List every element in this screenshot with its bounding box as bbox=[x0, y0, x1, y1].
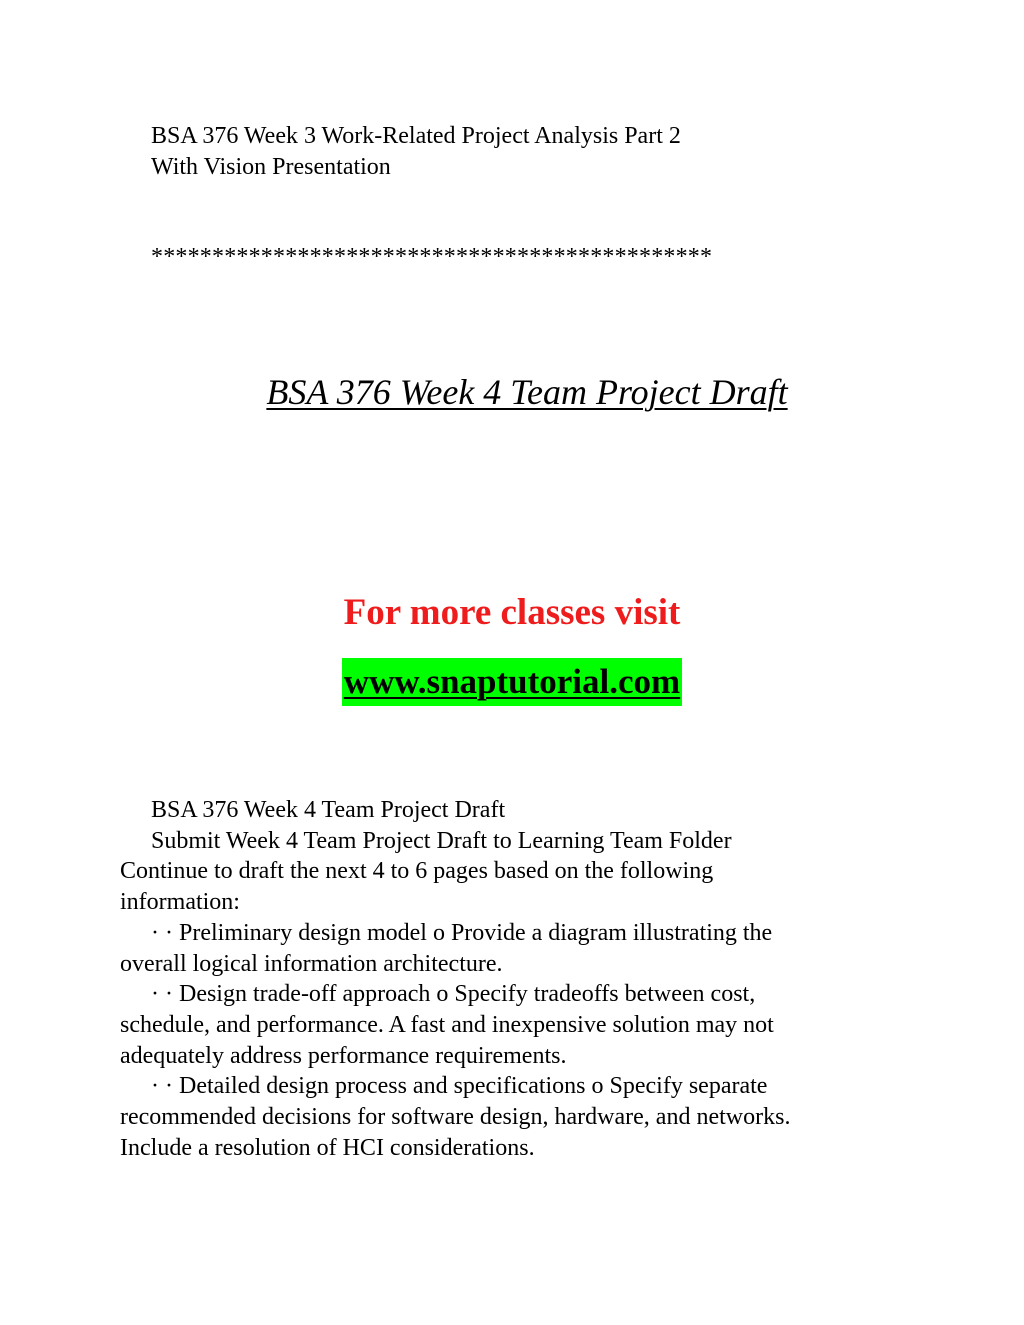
bullet-item-line: Include a resolution of HCI considerations. bbox=[120, 1134, 535, 1161]
bullet-item-line: · · Preliminary design model o Provide a diagram illustrating the bbox=[151, 919, 773, 946]
description-intro-line: Continue to draft the next 4 to 6 pages based on the following bbox=[120, 858, 714, 885]
previous-item-title bbox=[151, 121, 911, 183]
bullet-item-line: recommended decisions for software design, hardware, and networks. bbox=[120, 1104, 791, 1131]
previous-item-line-1: BSA 376 Week 3 Work-Related Project Analysis Part 2 bbox=[151, 123, 681, 149]
page-title: BSA 376 Week 4 Team Project Draft bbox=[266, 372, 788, 412]
bullet-item-line: · · Detailed design process and specifications o Specify separate bbox=[151, 1073, 768, 1100]
assignment-description bbox=[120, 795, 920, 1163]
bullet-item-line: overall logical information architecture. bbox=[120, 950, 503, 977]
previous-item-line-2: With Vision Presentation bbox=[151, 154, 391, 180]
promo-link-container bbox=[0, 658, 1024, 706]
bullet-item-line: · · Design trade-off approach o Specify tradeoffs between cost, bbox=[151, 981, 756, 1008]
bullet-item-line: schedule, and performance. A fast and inexpensive solution may not bbox=[120, 1011, 774, 1038]
website-link[interactable]: www.snaptutorial.com bbox=[342, 658, 682, 706]
promo-text: For more classes visit bbox=[343, 592, 681, 633]
asterisk-separator: ********************************************** bbox=[151, 244, 713, 270]
description-intro-line: information: bbox=[120, 889, 240, 916]
description-heading: BSA 376 Week 4 Team Project Draft bbox=[151, 797, 506, 823]
bullet-item-line: adequately address performance requirements. bbox=[120, 1042, 567, 1069]
description-intro-line: Submit Week 4 Team Project Draft to Learning Team Folder bbox=[151, 827, 732, 854]
